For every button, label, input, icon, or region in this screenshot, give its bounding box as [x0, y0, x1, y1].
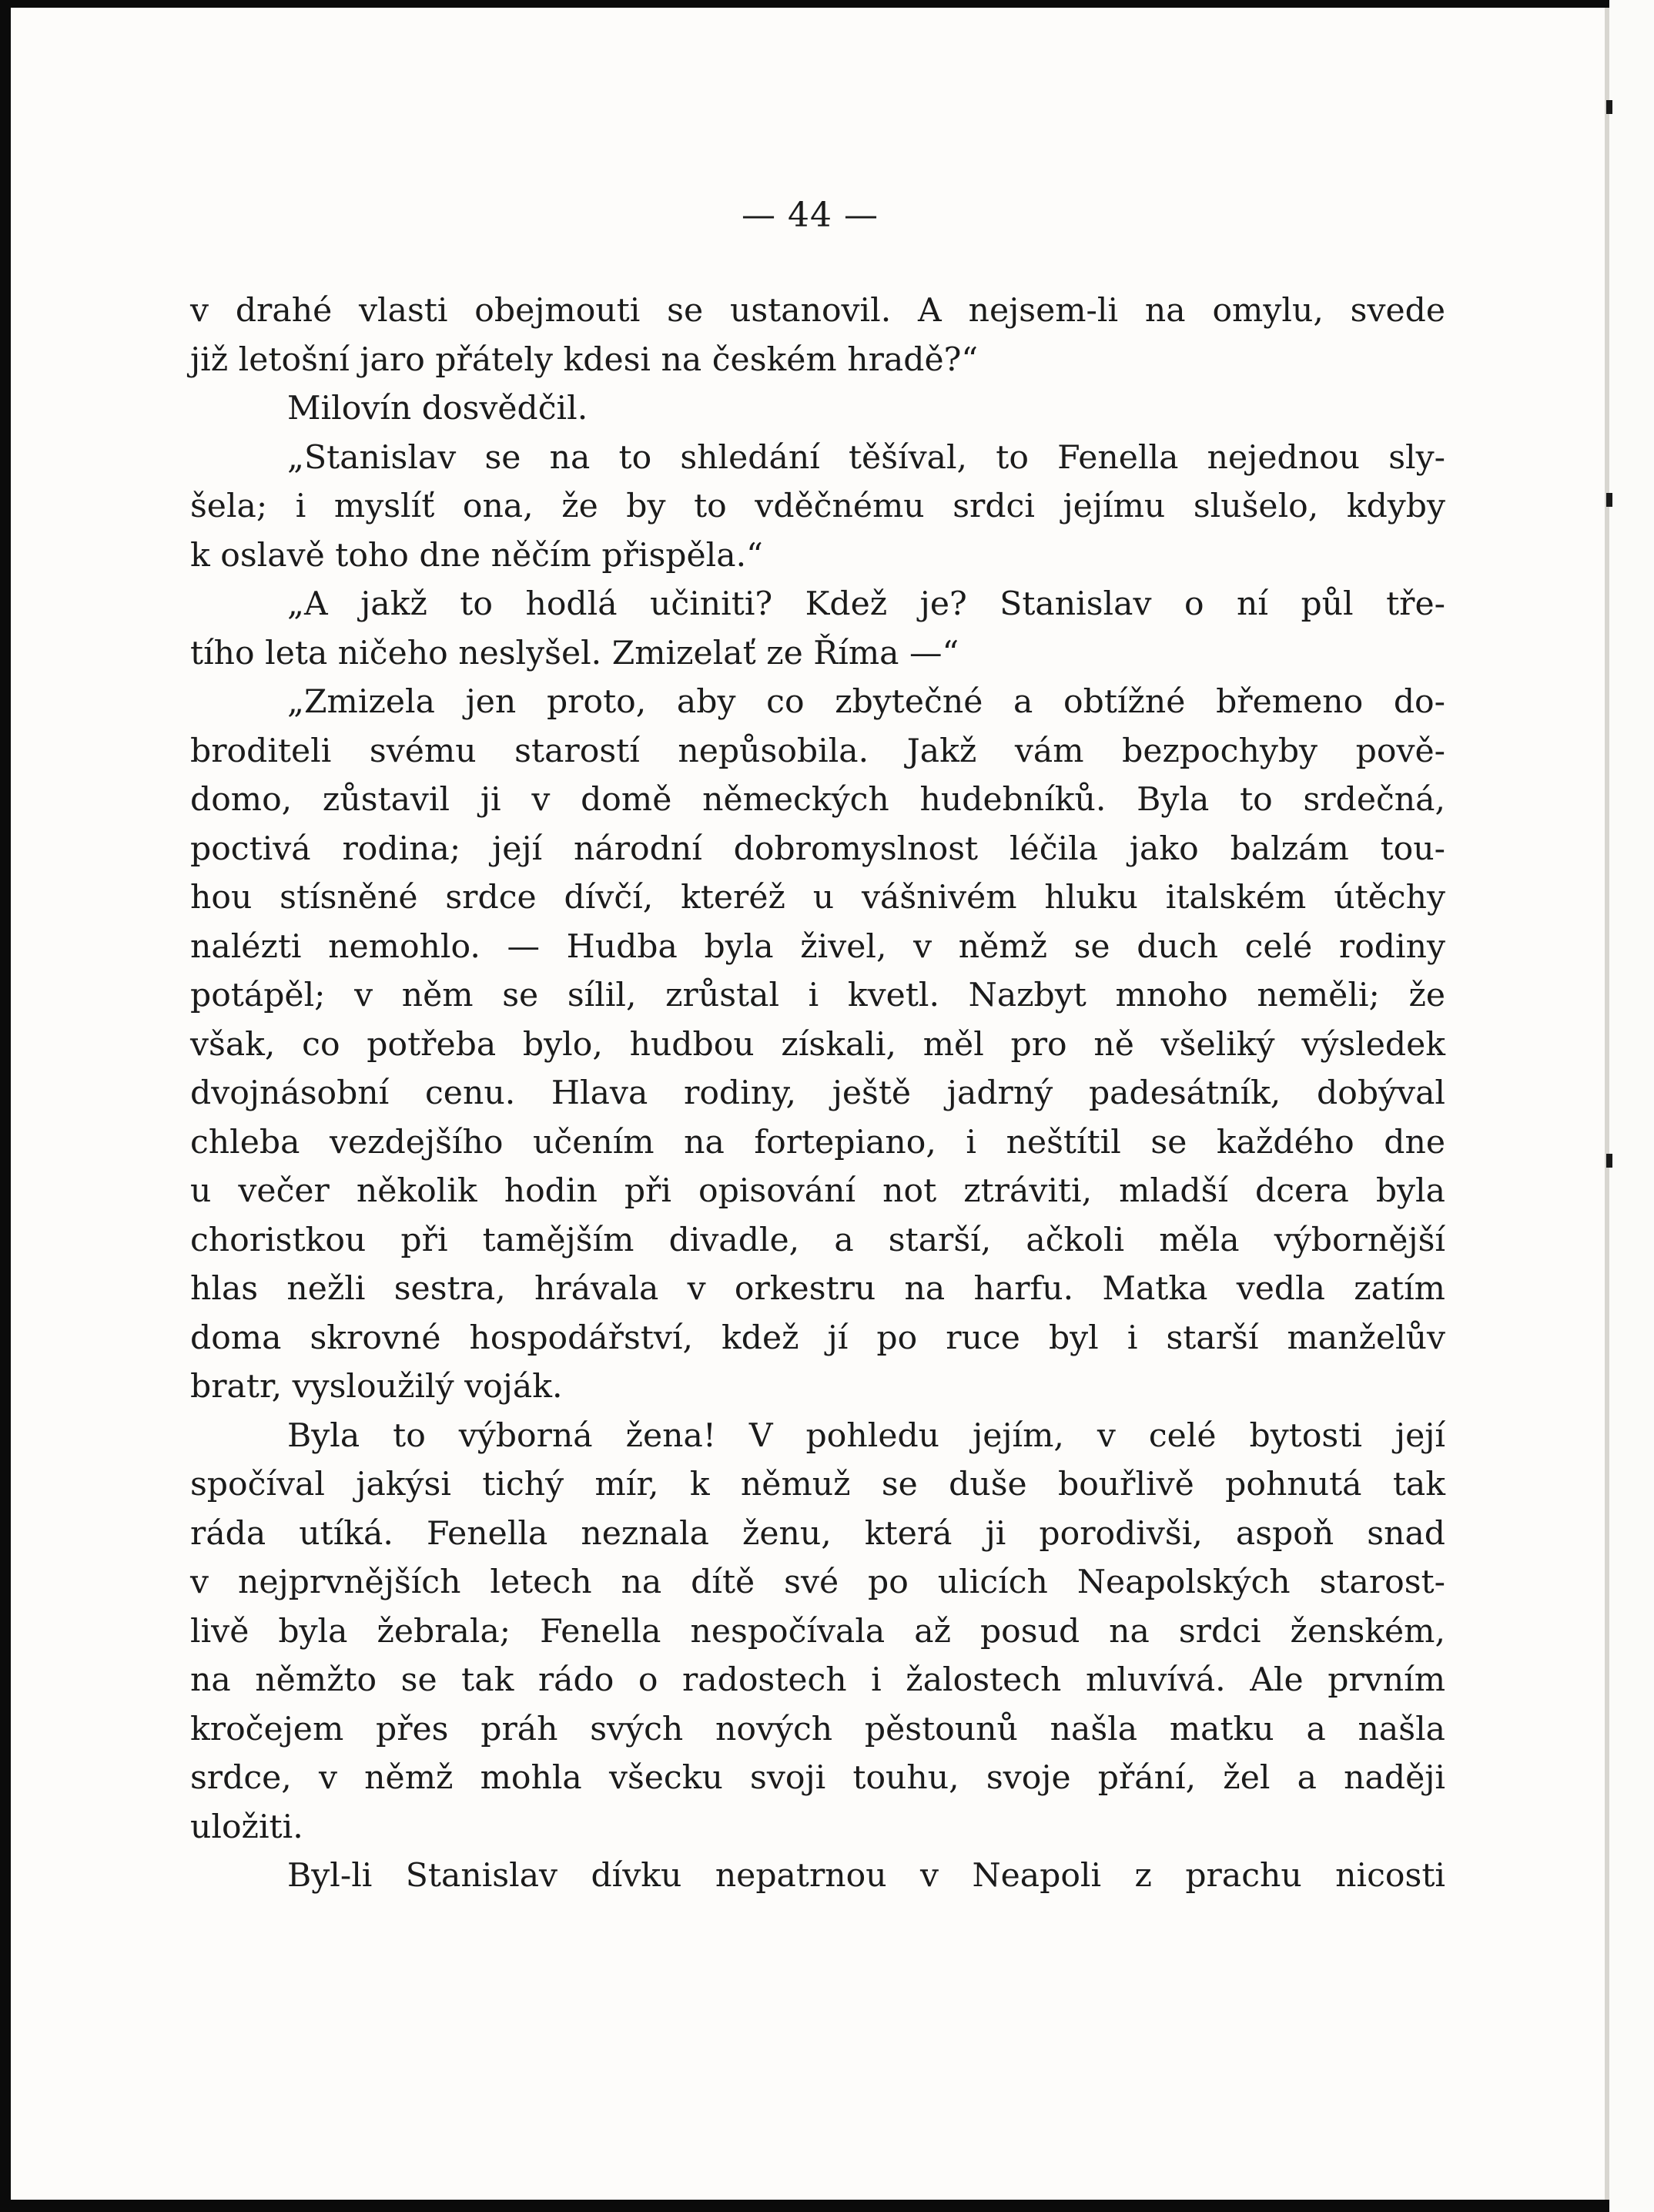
text-line: ráda utíká. Fenella neznala ženu, která ji porodivši, aspoň snad [190, 1514, 1445, 1553]
text-line: broditeli svému starostí nepůsobila. Jakž vám bezpochyby pově- [190, 732, 1445, 770]
text-line: domo, zůstavil ji v domě německých hudebníků. Byla to srdečná, [190, 781, 1445, 819]
text-line: šela; i myslíť ona, že by to vděčnému srdci jejímu slušelo, kdyby [190, 488, 1445, 525]
text-line: nalézti nemohlo. — Hudba byla živel, v němž se duch celé rodiny [190, 927, 1445, 966]
text-line: na němžto se tak rádo o radostech i žalostech mluvívá. Ale prvním [190, 1661, 1445, 1699]
text-line: bratr, vysloužilý voják. [190, 1368, 563, 1406]
text-line: „Stanislav se na to shledání těšíval, to Fenella nejednou sly- [287, 438, 1445, 477]
text-line: Milovín dosvědčil. [287, 390, 588, 427]
text-line: hlas nežli sestra, hrávala v orkestru na harfu. Matka vedla zatím [190, 1270, 1445, 1308]
scan-edge-mark [1606, 100, 1612, 114]
scan-edge-mark [1606, 493, 1612, 507]
text-line: v nejprvnějších letech na dítě své po ulicích Neapolských starost- [190, 1563, 1445, 1601]
text-line: uložiti. [190, 1808, 303, 1846]
text-line: srdce, v němž mohla všecku svoji touhu, svoje přání, žel a naději [190, 1759, 1445, 1797]
text-line: Byl-li Stanislav dívku nepatrnou v Neapoli z prachu nicosti [287, 1857, 1445, 1895]
body-text [190, 287, 1445, 1901]
text-line: hou stísněné srdce dívčí, kteréž u vášnivém hluku italském útěchy [190, 879, 1445, 917]
text-line: doma skrovné hospodářství, kdež jí po ruce byl i starší manželův [190, 1319, 1445, 1357]
text-line: „A jakž to hodlá učiniti? Kdež je? Stanislav o ní půl tře- [287, 585, 1445, 623]
text-line: spočíval jakýsi tichý mír, k němuž se duše bouřlivě pohnutá tak [190, 1466, 1445, 1503]
text-line: již letošní jaro přátely kdesi na českém hradě?“ [190, 340, 979, 379]
text-line: však, co potřeba bylo, hudbou získali, měl pro ně všeliký výsledek [190, 1025, 1445, 1064]
text-line: u večer několik hodin při opisování not ztráviti, mladší dcera byla [190, 1172, 1445, 1210]
text-line: „Zmizela jen proto, aby co zbytečné a obtížné břemeno do- [287, 683, 1445, 721]
page-number: — 44 — [742, 196, 879, 235]
text-line: chleba vezdejšího učením na fortepiano, i neštítil se každého dne [190, 1123, 1445, 1161]
scan-margin [1609, 0, 1654, 2212]
text-line: dvojnásobní cenu. Hlava rodiny, ještě jadrný padesátník, dobýval [190, 1074, 1445, 1112]
text-line: poctivá rodina; její národní dobromyslnost léčila jako balzám tou- [190, 830, 1445, 868]
text-line: kročejem přes práh svých nových pěstounů našla matku a našla [190, 1710, 1445, 1748]
text-line: Byla to výborná žena! V pohledu jejím, v celé bytosti její [287, 1416, 1445, 1455]
text-line: livě byla žebrala; Fenella nespočívala až posud na srdci ženském, [190, 1612, 1445, 1651]
text-line: v drahé vlasti obejmouti se ustanovil. A nejsem-li na omylu, svede [190, 292, 1445, 330]
book-page [11, 8, 1609, 2200]
text-line: k oslavě toho dne něčím přispěla.“ [190, 536, 763, 575]
text-line: tího leta ničeho neslyšel. Zmizelať ze Říma —“ [190, 634, 959, 672]
text-line: choristkou při tamějším divadle, a starší, ačkoli měla výbornější [190, 1221, 1445, 1259]
text-line: potápěl; v něm se sílil, zrůstal i kvetl. Nazbyt mnoho neměli; že [190, 977, 1445, 1014]
scan-edge-mark [1606, 1154, 1612, 1168]
